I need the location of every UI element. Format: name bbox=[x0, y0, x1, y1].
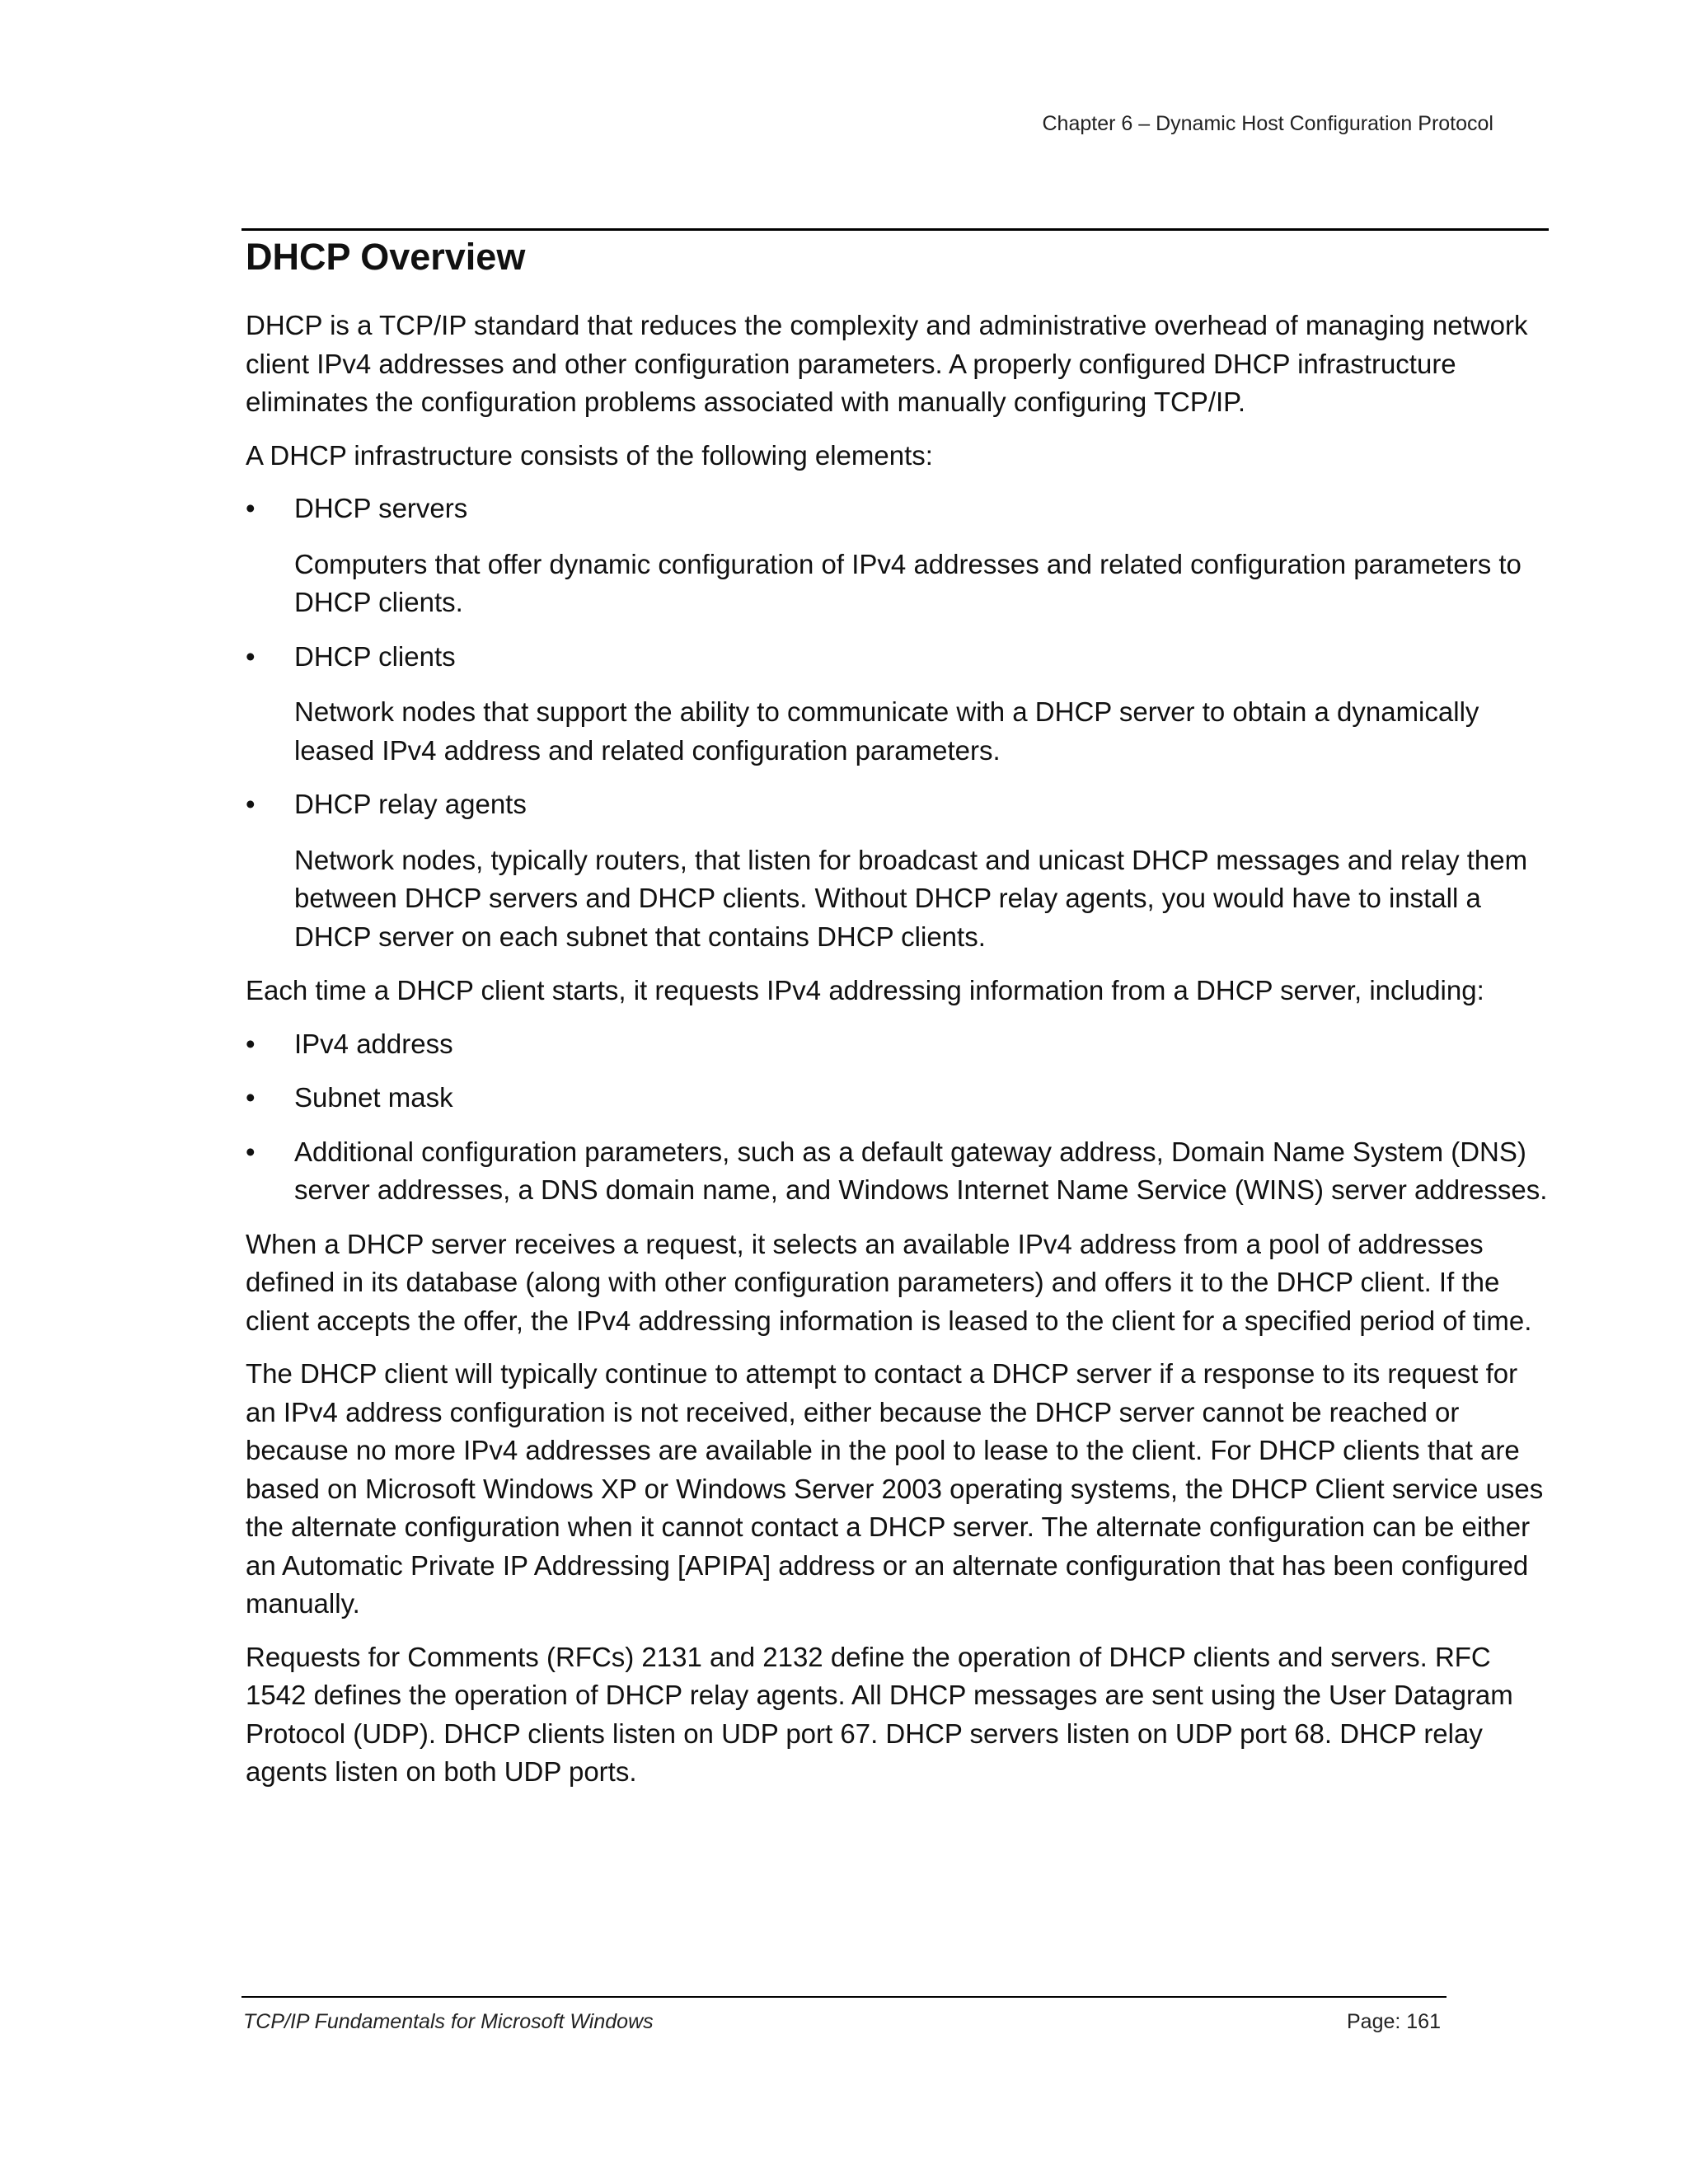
section-title: DHCP Overview bbox=[246, 236, 526, 278]
request-lead-paragraph: Each time a DHCP client starts, it requests IPv4 addressing information from a DHCP server, including: bbox=[246, 975, 1484, 1005]
list-item-text: Additional configuration parameters, such as a default gateway address, Domain Name System (DNS) server addresses, a DNS domain name, and Windows Internet Name Service (WINS) server addresses. bbox=[294, 1136, 1548, 1205]
list-item-term: DHCP relay agents bbox=[294, 789, 527, 819]
list-item bbox=[246, 1025, 1548, 1064]
list-item-text: IPv4 address bbox=[294, 1028, 453, 1059]
list-item-term: DHCP clients bbox=[294, 640, 456, 672]
header-rule bbox=[241, 228, 1549, 231]
elements-list bbox=[246, 490, 1548, 956]
bullet-icon: • bbox=[246, 1136, 256, 1167]
list-item-description: Computers that offer dynamic configuration of IPv4 addresses and related configuration parameters to DHCP clients. bbox=[294, 548, 1522, 617]
list-item bbox=[246, 1079, 1548, 1118]
rfc-paragraph: Requests for Comments (RFCs) 2131 and 2132 define the operation of DHCP clients and servers. RFC 1542 defines the operation of DHCP relay agents. All DHCP messages are sent using the User Datagram Protocol (UDP). DHCP clients listen on UDP port 67. DHCP servers listen on UDP port 68. DHCP relay agents listen on both UDP ports. bbox=[246, 1641, 1513, 1787]
running-header: Chapter 6 – Dynamic Host Configuration Protocol bbox=[1042, 112, 1493, 135]
request-list bbox=[246, 1025, 1548, 1210]
footer-rule bbox=[241, 1996, 1447, 1998]
footer-book-title: TCP/IP Fundamentals for Microsoft Windows bbox=[243, 2010, 654, 2033]
bullet-icon: • bbox=[246, 1028, 256, 1059]
list-item bbox=[246, 785, 1548, 956]
list-item-description: Network nodes that support the ability to communicate with a DHCP server to obtain a dynamically leased IPv4 address and related configuration parameters. bbox=[294, 696, 1479, 766]
list-item-term: DHCP servers bbox=[294, 493, 468, 523]
list-item-text: Subnet mask bbox=[294, 1082, 453, 1113]
body-content bbox=[246, 307, 1548, 1807]
footer-page-number: Page: 161 bbox=[1347, 2010, 1441, 2033]
bullet-icon: • bbox=[246, 1082, 256, 1113]
bullet-icon: • bbox=[246, 640, 256, 672]
bullet-icon: • bbox=[246, 789, 256, 819]
bullet-icon: • bbox=[246, 493, 256, 523]
list-item bbox=[246, 638, 1548, 771]
intro-paragraph: DHCP is a TCP/IP standard that reduces the complexity and administrative overhead of managing network client IPv4 addresses and other configuration parameters. A properly configured DHCP infrastructure eliminates the configuration problems associated with manually configuring TCP/IP. bbox=[246, 310, 1528, 417]
lease-paragraph: When a DHCP server receives a request, it selects an available IPv4 address from a pool of addresses defined in its database (along with other configuration parameters) and offers it to the DHCP client. If the client accepts the offer, the IPv4 addressing information is leased to the client for a specified period of time. bbox=[246, 1228, 1532, 1336]
retry-paragraph: The DHCP client will typically continue to attempt to contact a DHCP server if a response to its request for an IPv4 address configuration is not received, either because the DHCP server cannot be reached or because no more IPv4 addresses are available in the pool to lease to the client. For DHCP clients that are based on Microsoft Windows XP or Windows Server 2003 operating systems, the DHCP Client service uses the alternate configuration when it cannot contact a DHCP server. The alternate configuration can be either an Automatic Private IP Addressing [APIPA] address or an alternate configuration that has been configured manually. bbox=[246, 1358, 1544, 1619]
elements-lead-paragraph: A DHCP infrastructure consists of the following elements: bbox=[246, 439, 933, 471]
list-item bbox=[246, 490, 1548, 622]
list-item bbox=[246, 1133, 1548, 1210]
list-item-description: Network nodes, typically routers, that listen for broadcast and unicast DHCP messages and relay them between DHCP servers and DHCP clients. Without DHCP relay agents, you would have to install a DHCP server on each subnet that contains DHCP clients. bbox=[294, 844, 1528, 952]
